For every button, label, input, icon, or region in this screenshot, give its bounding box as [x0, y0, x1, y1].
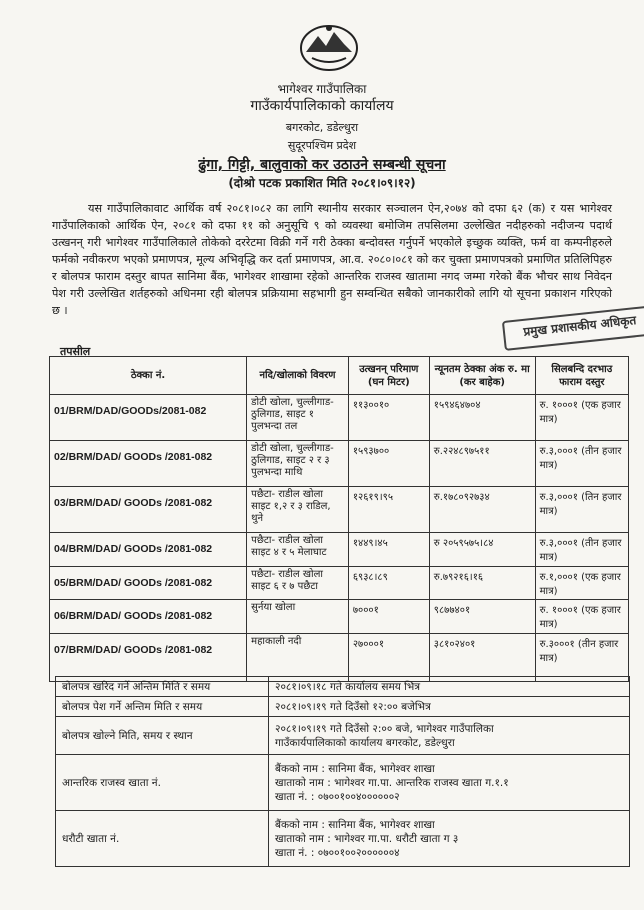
col-header-quantity: उत्खनन् परिमाण (घन मिटर) [348, 357, 429, 395]
contract-no: 02/BRM/DAD/ GOODs /2081-082 [50, 441, 247, 487]
table-row [50, 441, 629, 487]
info-row [56, 717, 630, 755]
contract-no: 05/BRM/DAD/ GOODs /2081-082 [50, 567, 247, 600]
min-amount: रु.७९२१६।१६ [429, 567, 535, 600]
river-desc: पछैटा- राडील खोला साइट १,२ र ३ राडिल, थुने [247, 487, 349, 533]
official-stamp: प्रमुख प्रशासकीय अधिकृत [502, 305, 644, 351]
table-row [50, 487, 629, 533]
form-fee: रु. १०००१ (एक हजार मात्र) [535, 600, 628, 634]
min-amount: १५९४६४७०४ [429, 395, 535, 441]
contract-no: 01/BRM/DAD/GOODs/2081-082 [50, 395, 247, 441]
info-row [56, 755, 630, 811]
info-value: बैंकको नाम : सानिमा बैंक, भागेश्वर शाखा खाताको नाम : भागेश्वर गा.पा. धरौटी खाता ग ३ खाता नं. : ०७००१००२००००००४ [269, 811, 630, 867]
info-value: २०८१।०९।१९ गते दिउँसो १२:०० बजेभित्र [269, 697, 630, 717]
min-amount: ३८१०२४०१ [429, 634, 535, 682]
quantity: ७०००१ [348, 600, 429, 634]
government-emblem-icon [298, 22, 360, 74]
office-address: बगरकोट, डडेल्धुरा [285, 121, 359, 134]
quantity: १२६१९।९५ [348, 487, 429, 533]
table-row [50, 600, 629, 634]
info-label: बोलपत्र खोल्ने मिति, समय र स्थान [56, 717, 269, 755]
form-fee: रु.३०००१ (तीन हजार मात्र) [535, 634, 628, 682]
form-fee: रु.१,०००१ (एक हजार मात्र) [535, 567, 628, 600]
info-label: आन्तरिक राजस्व खाता नं. [56, 755, 269, 811]
table-row [50, 634, 629, 682]
river-desc: पछैटा- राडील खोला साइट ४ र ५ मेलाघाट [247, 533, 349, 567]
contract-no: 06/BRM/DAD/ GOODs /2081-082 [50, 600, 247, 634]
min-amount: रु २०५९५७५।८४ [429, 533, 535, 567]
table-row [50, 533, 629, 567]
contract-no: 04/BRM/DAD/ GOODs /2081-082 [50, 533, 247, 567]
quantity: ६९३८।८९ [348, 567, 429, 600]
min-amount: रु.२२४८९७५११ [429, 441, 535, 487]
river-desc: डोटी खोला, चुल्लीगाड- ठुलिगाड, साइट १ पुलभन्दा तल [247, 395, 349, 441]
col-header-contract-no: ठेक्का नं. [50, 357, 247, 395]
info-value: २०८१।०९।१९ गते दिउँसो २:०० बजे, भागेश्वर गाउँपालिका गाउँकार्यपालिकाको कार्यालय बगरकोट, डडेल्धुरा [269, 717, 630, 755]
office-name: गाउँकार्यपालिकाको कार्यालय [250, 98, 394, 114]
quantity: ११३००१० [348, 395, 429, 441]
form-fee: रु.३,०००१ (तिन हजार मात्र) [535, 487, 628, 533]
form-fee: रु.३,०००१ (तीन हजार मात्र) [535, 533, 628, 567]
tapsil-label: तपसील [60, 345, 91, 358]
form-fee: रु. १०००१ (एक हजार मात्र) [535, 395, 628, 441]
col-header-form-fee: सिलबन्दि दरभाउ फाराम दस्तुर [535, 357, 628, 395]
info-row [56, 811, 630, 867]
province-name: सुदूरपश्चिम प्रदेश [287, 139, 357, 152]
republish-date: (दोश्रो पटक प्रकाशित मिति २०८१।०९।१२) [228, 176, 416, 190]
col-header-river: नदि/खोलाको विवरण [247, 357, 349, 395]
contract-no: 03/BRM/DAD/ GOODs /2081-082 [50, 487, 247, 533]
info-label: बोलपत्र खरिद गर्ने अन्तिम मिति र समय [56, 677, 269, 697]
table-row [50, 395, 629, 441]
contract-table [49, 356, 629, 682]
info-label: बोलपत्र पेश गर्ने अन्तिम मिति र समय [56, 697, 269, 717]
notice-body: यस गाउँपालिकावाट आर्थिक वर्ष २०८१।०८२ का लागि स्थानीय सरकार सञ्चालन ऐन,२०७४ को दफा ६२ (क) र यस भागेश्वर गाउँपालिकाको आर्थिक ऐन, २०८१ को दफा ११ को अनुसूचि ९ को व्यवस्था बमोजिम तपसिलमा उल्लेखित नदीहरुको नदीजन्य पदार्थ उत्खनन् गरी भागेश्वर गाउँपालिकाले तोकेको दररेटमा विक्री गर्ने गरी ठेक्का बन्दोवस्त गर्नुपर्ने भएकोले इच्छुक व्यक्ति, फर्म वा कम्पनीहरुले फर्मको नवीकरण भएको प्रमाणपत्र, मूल्य अभिवृद्धि कर दर्ता प्रमाणपत्र, आ.व. २०८०।०८१ को कर चुक्ता प्रमाणपत्रको प्रमाणित प्रतिलिपिहरु र बोलपत्र फाराम दस्तुर बापत सानिमा बैंक, भागेश्वर शाखामा रहेको आन्तरिक राजस्व खातामा नगद जम्मा गरेको बैंक भौचर साथ निवेदन पेश गरी उल्लेखित शर्तहरुको अधिनमा रही बोलपत्र प्रक्रियामा सहभागी हुन सम्वन्धित सबैको जानकारीको लागि यो सूचना प्रकाशन गरिएको छ । [52, 202, 612, 317]
contract-no: 07/BRM/DAD/ GOODs /2081-082 [50, 634, 247, 682]
info-row [56, 697, 630, 717]
info-row [56, 677, 630, 697]
river-desc: सुर्नया खोला [247, 600, 349, 634]
min-amount: ९८७७४०१ [429, 600, 535, 634]
form-fee: रु.३,०००१ (तीन हजार मात्र) [535, 441, 628, 487]
table-header-row [50, 357, 629, 395]
river-desc: पछैटा- राडील खोला साइट ६ र ७ पछैटा [247, 567, 349, 600]
municipality-name: भागेश्वर गाउँपालिका [277, 82, 367, 96]
info-value: बैंकको नाम : सानिमा बैंक, भागेश्वर शाखा खाताको नाम : भागेश्वर गा.पा. आन्तरिक राजस्व खाता ग.१.१ खाता नं. : ०७००१००४००००००२ [269, 755, 630, 811]
quantity: १५९३७०० [348, 441, 429, 487]
table-row [50, 567, 629, 600]
river-desc: महाकाली नदी [247, 634, 349, 682]
col-header-min-amount: न्यूनतम ठेक्का अंक रु. मा (कर बाहेक) [429, 357, 535, 395]
min-amount: रु.१७८०९२७३४ [429, 487, 535, 533]
bid-info-table [55, 676, 630, 867]
info-value: २०८१।०९।१८ गते कार्यालय समय भित्र [269, 677, 630, 697]
info-label: धरौटी खाता नं. [56, 811, 269, 867]
river-desc: डोटी खोला, चुल्लीगाड- ठुलिगाड, साइट २ र ३ पुलभन्दा माथि [247, 441, 349, 487]
quantity: १४४९।४५ [348, 533, 429, 567]
quantity: २७०००१ [348, 634, 429, 682]
notice-title: ढुंगा, गिट्टी, बालुवाको कर उठाउने सम्बन्धी सूचना [198, 157, 446, 173]
